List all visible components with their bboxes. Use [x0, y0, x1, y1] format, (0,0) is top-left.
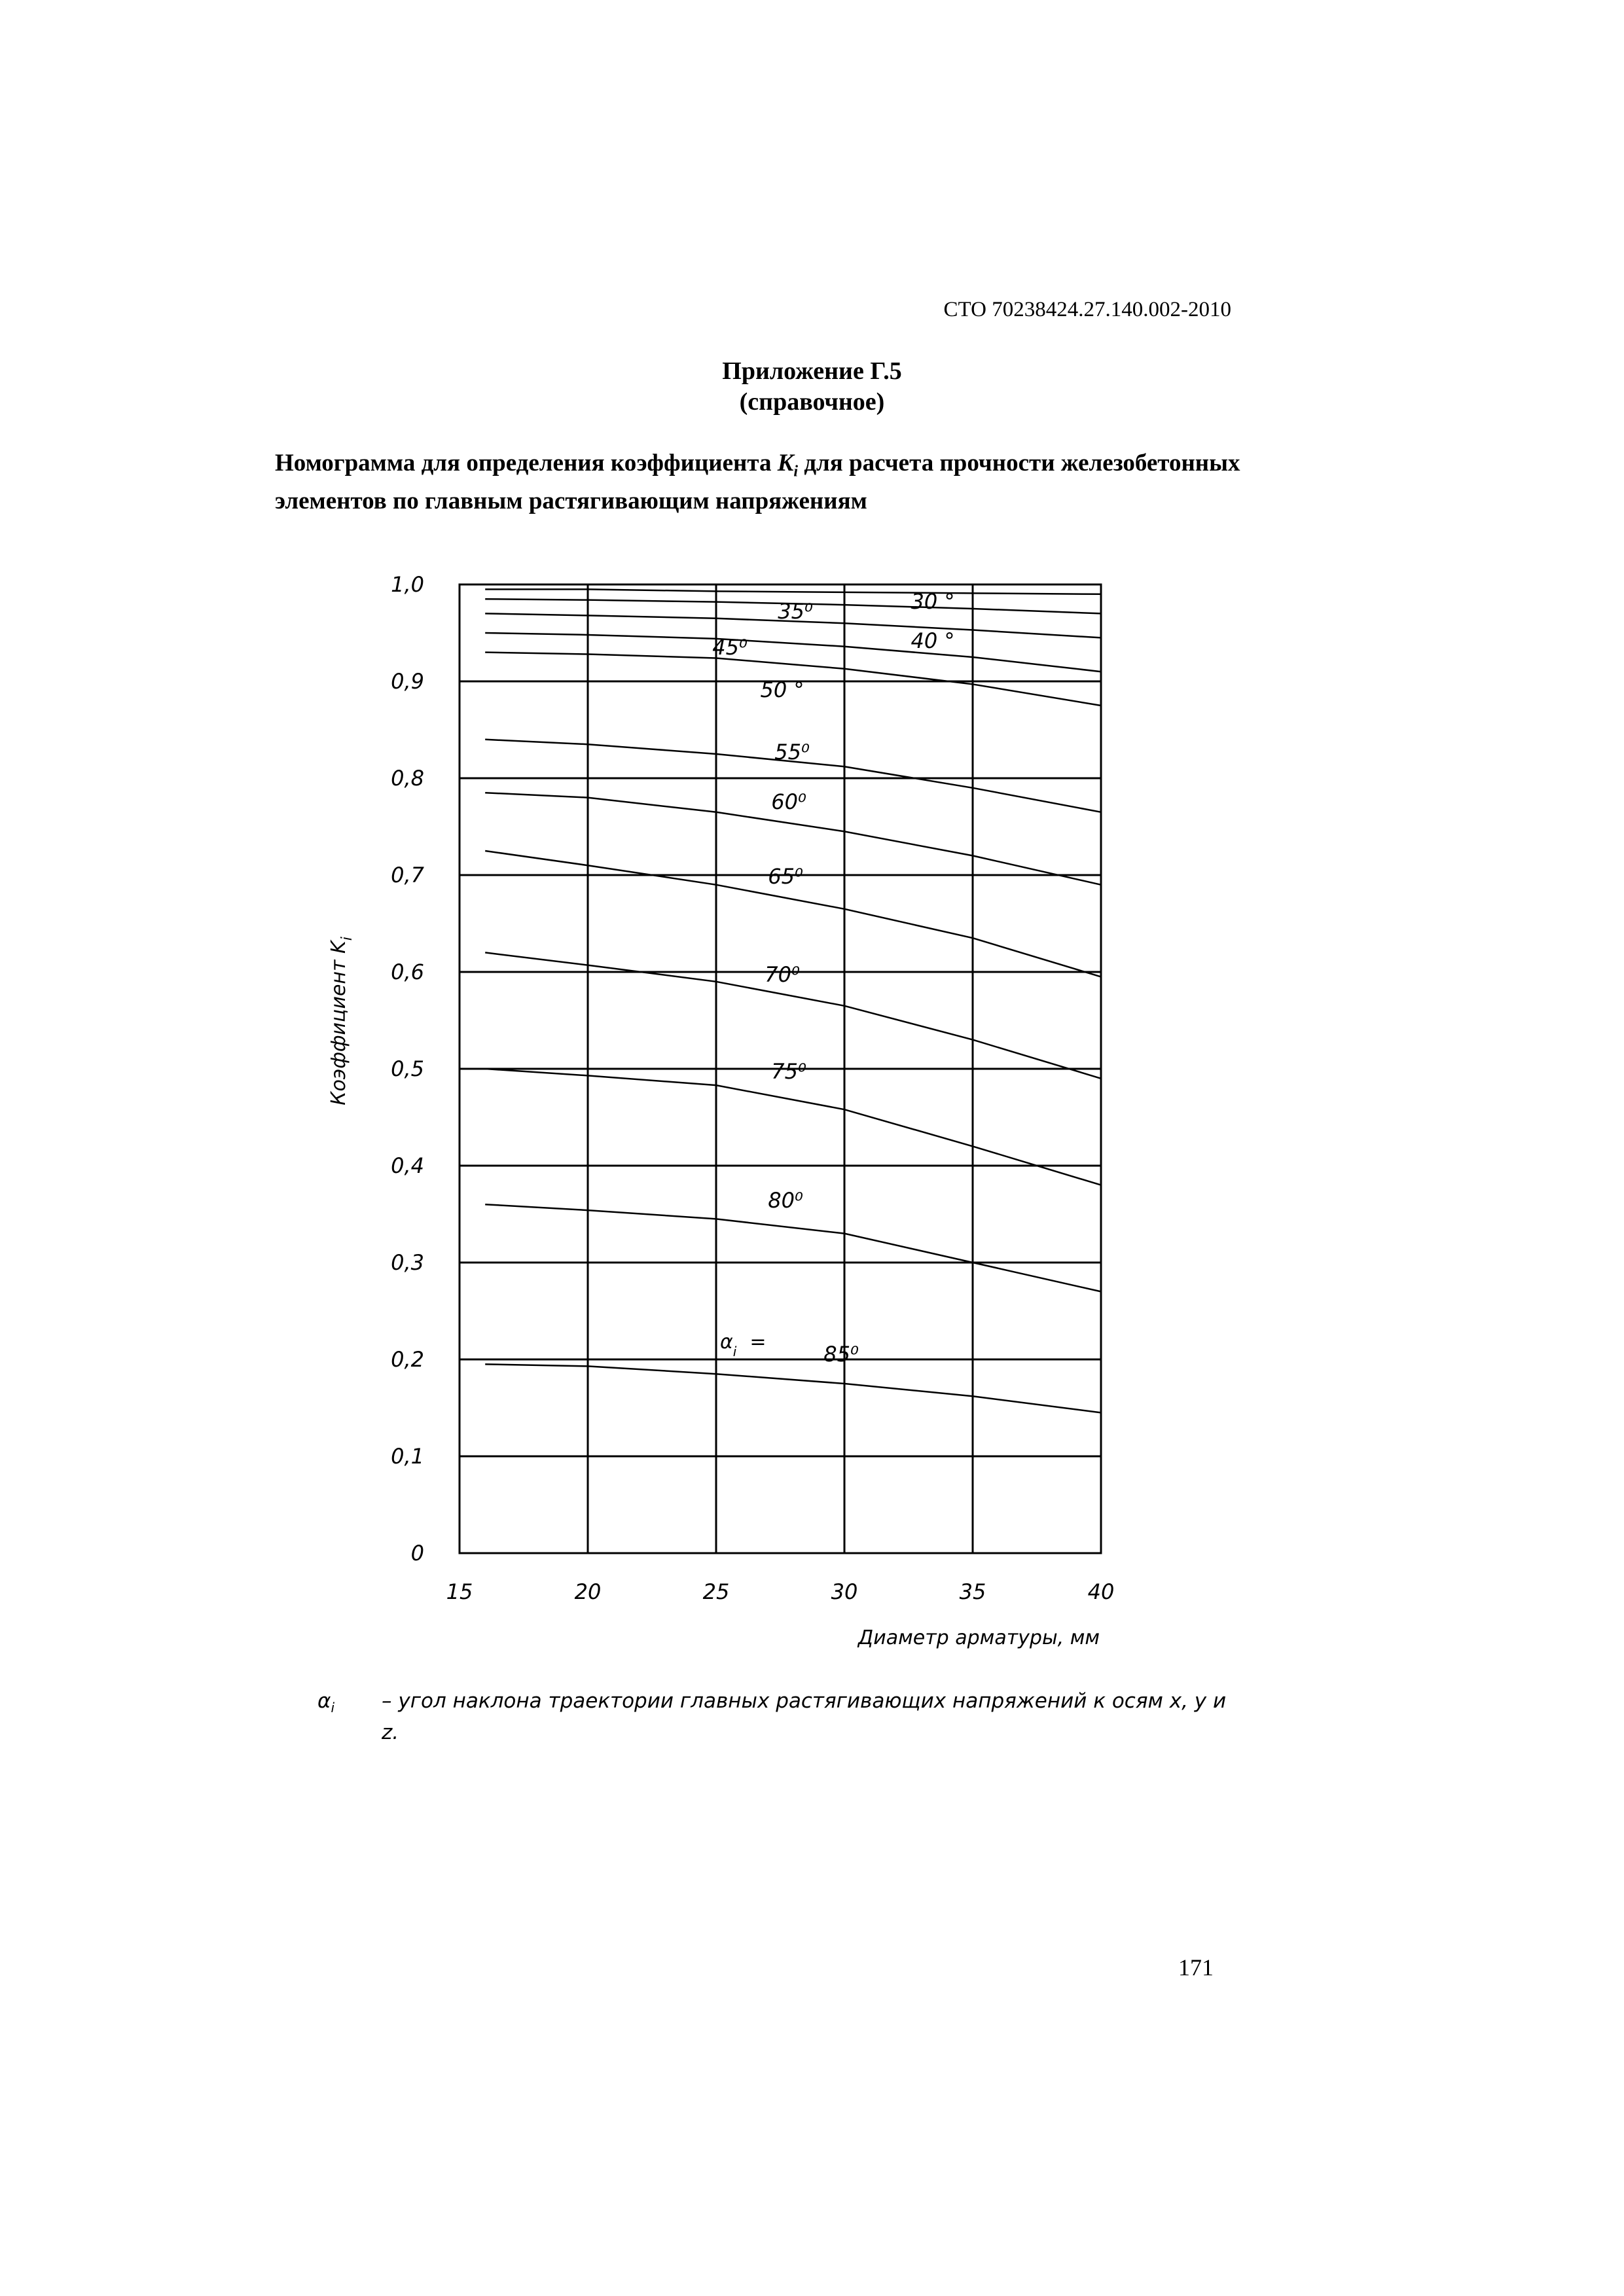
caption-symbol [317, 1685, 334, 1723]
series-label-alpha: α [720, 1331, 733, 1354]
y-tick-label: 0,3 [391, 1250, 424, 1275]
series-line [485, 1364, 1101, 1412]
symbol-caption [317, 1685, 1234, 1748]
y-axis-label-sub: i [339, 937, 355, 941]
title-part2: для расчета прочности железобетонных элементов по главным растягивающим напряжениям [275, 450, 1240, 515]
caption-alpha: α [317, 1689, 331, 1713]
y-tick-label: 0,4 [391, 1153, 424, 1178]
appendix-title: Приложение Г.5 [722, 357, 902, 385]
title-k-letter: K [777, 450, 794, 476]
series-label: 50 ° [760, 677, 804, 702]
series-line [485, 589, 1101, 594]
series-label: 30 ° [911, 589, 955, 614]
y-tick-label: 0 [410, 1541, 424, 1566]
caption-text: – угол наклона траектории главных растягивающих напряжений к осям x, y и z. [382, 1689, 1227, 1744]
x-tick-label: 15 [446, 1579, 473, 1604]
x-tick-label: 30 [831, 1579, 858, 1604]
appendix-type: (справочное) [739, 388, 885, 416]
x-axis-label: Диаметр арматуры, мм [857, 1626, 1100, 1649]
y-tick-label: 0,2 [391, 1347, 424, 1372]
series-label: 55⁰ [774, 740, 810, 764]
title-k-sub: i [793, 463, 799, 480]
series-label: 85⁰ [823, 1342, 859, 1367]
series-label-prefix [720, 1331, 766, 1359]
series-label-eq: = [749, 1331, 767, 1354]
y-tick-label: 0,5 [391, 1056, 424, 1081]
caption-alpha-sub: i [331, 1700, 334, 1716]
page-number: 171 [1178, 1954, 1214, 1981]
y-tick-label: 1,0 [391, 572, 424, 597]
x-tick-label: 20 [574, 1579, 602, 1604]
x-tick-label: 40 [1087, 1579, 1115, 1604]
y-axis-label-text: Коэффициент K [327, 941, 350, 1105]
y-tick-label: 0,6 [391, 960, 424, 984]
series-label: 80⁰ [768, 1188, 803, 1213]
chart-series [485, 589, 1101, 1412]
series-label: 75⁰ [771, 1059, 806, 1084]
y-axis-label [327, 937, 355, 1105]
series-label: 45⁰ [712, 635, 748, 660]
series-label: 35⁰ [778, 599, 813, 624]
title-part1: Номограмма для определения коэффициента [275, 450, 778, 476]
y-tick-label: 0,9 [391, 669, 424, 694]
series-label-alpha-sub: i [732, 1344, 737, 1359]
y-tick-label: 0,7 [391, 863, 424, 888]
chart-ticks [391, 572, 1114, 1604]
series-label: 65⁰ [768, 864, 803, 889]
series-line [485, 1069, 1101, 1185]
document-code: СТО 70238424.27.140.002-2010 [943, 298, 1231, 321]
y-tick-label: 0,8 [391, 766, 424, 791]
x-tick-label: 25 [702, 1579, 730, 1604]
y-tick-label: 0,1 [391, 1444, 424, 1469]
series-label: 40 ° [911, 628, 955, 653]
series-label: 70⁰ [765, 962, 800, 987]
series-line [485, 1204, 1101, 1291]
series-line [485, 633, 1101, 672]
series-label: 60⁰ [771, 789, 806, 814]
x-tick-label: 35 [959, 1579, 986, 1604]
